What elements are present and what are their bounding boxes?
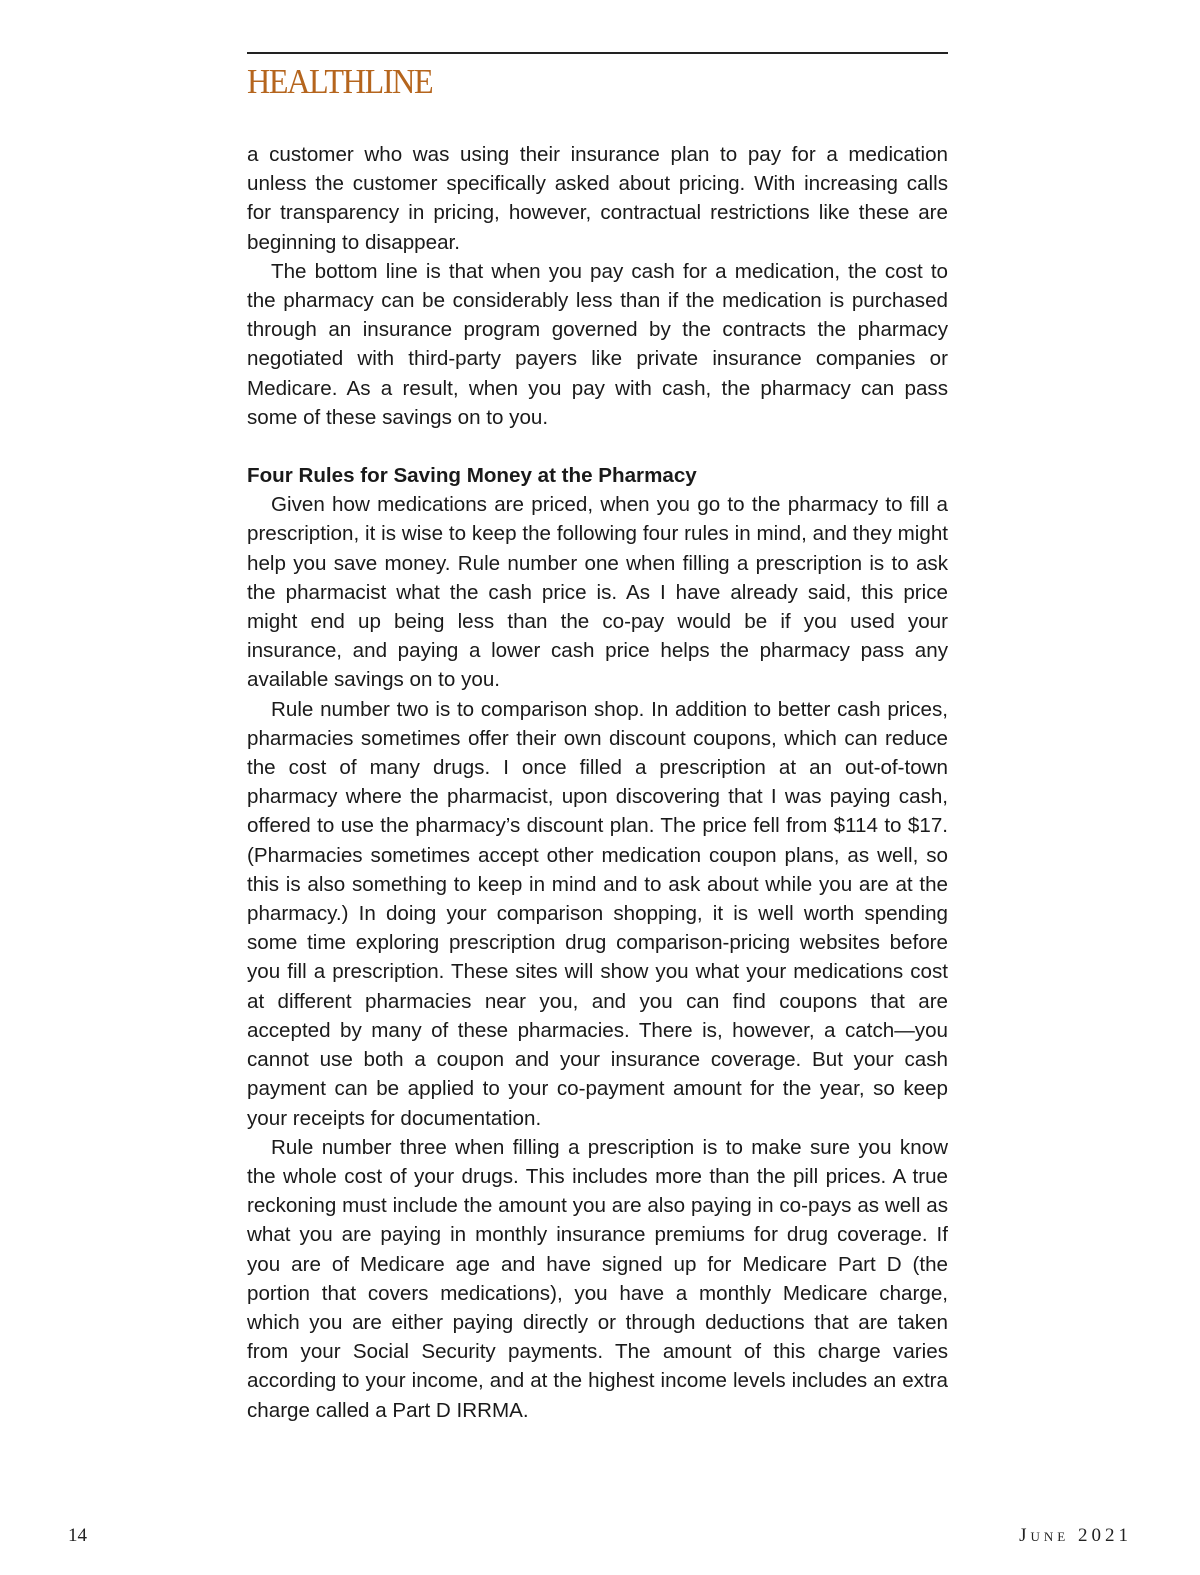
paragraph-bottom-line: The bottom line is that when you pay cash for a medication, the cost to the pharmacy can be considerably less than if the medication is purchased through an insurance program governed by the contracts the pharmacy negotiated with third-party payers like private insurance companies or Medicare. As a result, when you pay with cash, the pharmacy can pass some of these savings on to you.: [247, 259, 948, 429]
paragraph-rule-one: Given how medications are priced, when you go to the pharmacy to fill a prescription, it is wise to keep the following four rules in mind, and they might help you save money. Rule number one when filling a prescription is to ask the pharmacist what the cash price is. As I have already said, this price might end up being less than the co-pay would be if you used your insurance, and paying a lower cash price helps the pharmacy pass any available savings on to you.: [247, 493, 948, 692]
section-heading: Four Rules for Saving Money at the Pharmacy: [247, 464, 697, 488]
article-body: [247, 140, 948, 1425]
issue-date: June 2021: [1019, 1525, 1132, 1546]
page-number: 14: [68, 1525, 87, 1546]
paragraph-rule-three: Rule number three when filling a prescription is to make sure you know the whole cost of your drugs. This includes more than the pill prices. A true reckoning must include the amount you are also paying in co-pays as well as what you are paying in monthly insurance premiums for drug coverage. If you are of Medicare age and have signed up for Medicare Part D (the portion that covers medications), you have a monthly Medicare charge, which you are either paying directly or through deductions that are taken from your Social Security payments. The amount of this charge varies according to your income, and at the highest income levels includes an extra charge called a Part D IRRMA.: [247, 1135, 948, 1422]
paragraph-continued: a customer who was using their insurance plan to pay for a medication unless the customer specifically asked about pricing. With increasing calls for transparency in pricing, however, contractual restrictions like these are beginning to disappear.: [247, 143, 948, 254]
masthead-title: HEALTHLINE: [247, 62, 433, 101]
header-rule: [247, 52, 948, 54]
paragraph-rule-two: Rule number two is to comparison shop. In addition to better cash prices, pharmacies sometimes offer their own discount coupons, which can reduce the cost of many drugs. I once filled a prescription at an out-of-town pharmacy where the pharmacist, upon discovering that I was paying cash, offered to use the pharmacy’s discount plan. The price fell from $114 to $17. (Pharmacies sometimes accept other medication coupon plans, as well, so this is also something to keep in mind and to ask about while you are at the pharmacy.) In doing your comparison shopping, it is well worth spending some time exploring prescription drug comparison-pricing websites before you fill a prescription. These sites will show you what your medications cost at different pharmacies near you, and you can find coupons that are accepted by many of these pharmacies. There is, however, a catch—you cannot use both a coupon and your insurance coverage. But your cash payment can be applied to your co-payment amount for the year, so keep your receipts for documentation.: [247, 697, 948, 1130]
